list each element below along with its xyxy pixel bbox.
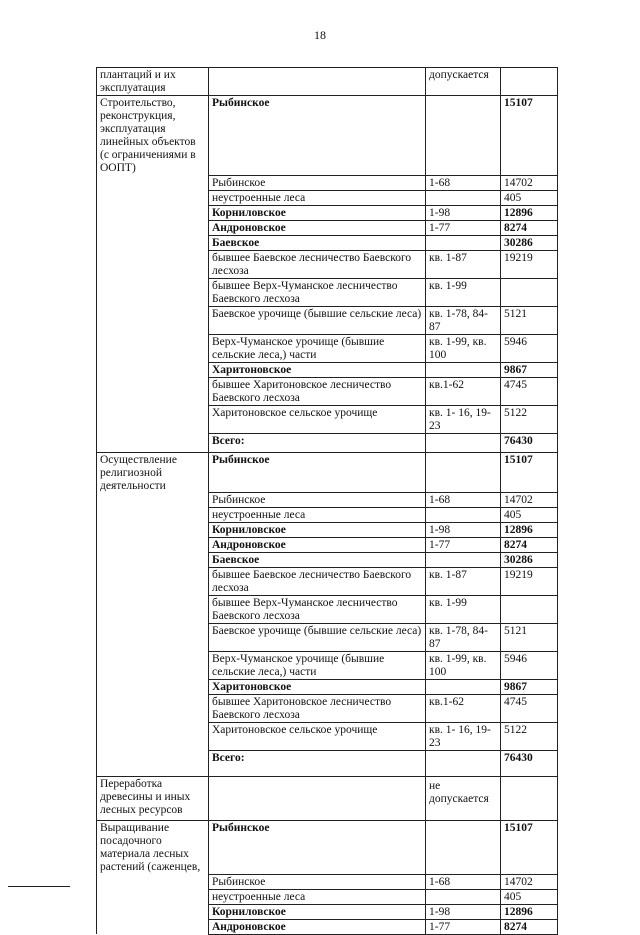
area-cell: 5122 <box>501 723 558 751</box>
area-cell: 14702 <box>501 175 558 190</box>
quarters-cell: кв.1-62 <box>426 377 501 405</box>
forestry-cell: бывшее Харитоновское лесничество Баевского лесхоза <box>209 695 426 723</box>
table-row <box>97 777 558 821</box>
table-row <box>97 508 558 523</box>
area-cell: 15107 <box>501 452 558 493</box>
area-cell: 405 <box>501 508 558 523</box>
table-row <box>97 190 558 205</box>
table-row <box>97 278 558 306</box>
forestry-cell: бывшее Верх-Чуманское лесничество Баевского лесхоза <box>209 278 426 306</box>
quarters-cell: кв. 1- 16, 19-23 <box>426 405 501 433</box>
activity-cell <box>97 874 209 889</box>
quarters-cell <box>426 96 501 176</box>
forestry-cell: бывшее Баевское лесничество Баевского лесхоза <box>209 250 426 278</box>
quarters-cell: кв. 1-87 <box>426 250 501 278</box>
quarters-cell: кв. 1-78, 84-87 <box>426 306 501 334</box>
activity-cell <box>97 405 209 433</box>
area-cell: 5946 <box>501 334 558 362</box>
page-number: 18 <box>314 28 326 42</box>
quarters-cell <box>426 235 501 250</box>
table-row <box>97 652 558 680</box>
quarters-cell <box>426 362 501 377</box>
area-cell: 14702 <box>501 493 558 508</box>
activity-cell <box>97 919 209 934</box>
activity-cell <box>97 523 209 538</box>
area-cell <box>501 596 558 624</box>
table-row <box>97 235 558 250</box>
quarters-cell: 1-77 <box>426 538 501 553</box>
table-row <box>97 538 558 553</box>
area-cell: 12896 <box>501 904 558 919</box>
quarters-cell: кв. 1-99 <box>426 596 501 624</box>
forestry-cell: Всего: <box>209 433 426 452</box>
forestry-cell: неустроенные леса <box>209 889 426 904</box>
area-cell: 30286 <box>501 553 558 568</box>
table-row <box>97 919 558 934</box>
table-row <box>97 751 558 777</box>
activity-cell <box>97 695 209 723</box>
activity-cell <box>97 553 209 568</box>
quarters-cell <box>426 751 501 777</box>
area-cell: 76430 <box>501 433 558 452</box>
quarters-cell: не допускается <box>426 777 501 821</box>
table-row <box>97 250 558 278</box>
forestry-cell: Баевское урочище (бывшие сельские леса) <box>209 624 426 652</box>
table-row <box>97 553 558 568</box>
activity-cell <box>97 306 209 334</box>
area-cell: 5946 <box>501 652 558 680</box>
table-row <box>97 680 558 695</box>
activity-cell <box>97 175 209 190</box>
forestry-cell: Рыбинское <box>209 452 426 493</box>
area-cell: 19219 <box>501 568 558 596</box>
activity-cell <box>97 723 209 751</box>
forestry-cell: Всего: <box>209 751 426 777</box>
area-cell: 15107 <box>501 821 558 875</box>
area-cell: 14702 <box>501 874 558 889</box>
footnote-separator <box>8 886 70 887</box>
area-cell <box>501 777 558 821</box>
activity-cell: Осуществление религиозной деятельности <box>97 452 209 493</box>
table-row <box>97 568 558 596</box>
activity-cell <box>97 235 209 250</box>
area-cell <box>501 68 558 96</box>
table-row <box>97 624 558 652</box>
activity-cell: плантаций и их эксплуатация <box>97 68 209 96</box>
quarters-cell: 1-98 <box>426 205 501 220</box>
area-cell <box>501 278 558 306</box>
area-cell: 8274 <box>501 919 558 934</box>
activity-cell <box>97 190 209 205</box>
table-row <box>97 220 558 235</box>
table-row <box>97 723 558 751</box>
quarters-cell: кв. 1- 16, 19-23 <box>426 723 501 751</box>
forestry-cell: бывшее Баевское лесничество Баевского лесхоза <box>209 568 426 596</box>
area-cell: 15107 <box>501 96 558 176</box>
quarters-cell: 1-77 <box>426 220 501 235</box>
forestry-cell: Харитоновское сельское урочище <box>209 723 426 751</box>
area-cell: 9867 <box>501 362 558 377</box>
table-row <box>97 695 558 723</box>
table-row <box>97 889 558 904</box>
activity-cell <box>97 433 209 452</box>
activity-cell: Переработка древесины и иных лесных ресурсов <box>97 777 209 821</box>
forestry-cell <box>209 777 426 821</box>
table-row <box>97 334 558 362</box>
table-row <box>97 493 558 508</box>
table-row <box>97 433 558 452</box>
activity-cell <box>97 493 209 508</box>
area-cell: 5122 <box>501 405 558 433</box>
table-row <box>97 523 558 538</box>
area-cell: 76430 <box>501 751 558 777</box>
forestry-cell: Рыбинское <box>209 175 426 190</box>
forestry-cell: Корниловское <box>209 904 426 919</box>
forestry-cell: неустроенные леса <box>209 508 426 523</box>
forestry-cell: Харитоновское <box>209 362 426 377</box>
quarters-cell: кв. 1-99 <box>426 278 501 306</box>
table-row <box>97 362 558 377</box>
activity-cell <box>97 377 209 405</box>
quarters-cell: кв. 1-78, 84-87 <box>426 624 501 652</box>
activity-cell <box>97 538 209 553</box>
forestry-cell: Баевское урочище (бывшие сельские леса) <box>209 306 426 334</box>
quarters-cell: 1-98 <box>426 904 501 919</box>
table-row <box>97 205 558 220</box>
quarters-cell <box>426 553 501 568</box>
forestry-cell: Корниловское <box>209 523 426 538</box>
area-cell: 12896 <box>501 523 558 538</box>
forest-use-table <box>96 67 558 935</box>
area-cell: 9867 <box>501 680 558 695</box>
quarters-cell: кв. 1-87 <box>426 568 501 596</box>
area-cell: 19219 <box>501 250 558 278</box>
table-row <box>97 96 558 176</box>
area-cell: 5121 <box>501 624 558 652</box>
activity-cell <box>97 652 209 680</box>
quarters-cell: 1-77 <box>426 919 501 934</box>
forestry-cell: Баевское <box>209 553 426 568</box>
table-row <box>97 306 558 334</box>
forestry-cell: бывшее Верх-Чуманское лесничество Баевского лесхоза <box>209 596 426 624</box>
activity-cell <box>97 568 209 596</box>
forestry-cell: Рыбинское <box>209 96 426 176</box>
forestry-cell: Рыбинское <box>209 493 426 508</box>
area-cell: 405 <box>501 889 558 904</box>
quarters-cell: кв. 1-99, кв. 100 <box>426 652 501 680</box>
activity-cell <box>97 362 209 377</box>
forestry-cell: Корниловское <box>209 205 426 220</box>
table-row <box>97 452 558 493</box>
forestry-cell: Харитоновское сельское урочище <box>209 405 426 433</box>
activity-cell <box>97 904 209 919</box>
forestry-cell: Рыбинское <box>209 874 426 889</box>
quarters-cell: 1-98 <box>426 523 501 538</box>
table-row <box>97 377 558 405</box>
quarters-cell <box>426 889 501 904</box>
forestry-cell: Андроновское <box>209 538 426 553</box>
activity-cell: Строительство, реконструкция, эксплуатация линейных объектов (с ограничениями в ООПТ) <box>97 96 209 176</box>
activity-cell <box>97 680 209 695</box>
area-cell: 8274 <box>501 538 558 553</box>
forestry-cell: бывшее Харитоновское лесничество Баевского лесхоза <box>209 377 426 405</box>
quarters-cell: кв. 1-99, кв. 100 <box>426 334 501 362</box>
forestry-cell: Рыбинское <box>209 821 426 875</box>
quarters-cell: кв.1-62 <box>426 695 501 723</box>
forestry-cell <box>209 68 426 96</box>
quarters-cell <box>426 508 501 523</box>
quarters-cell <box>426 190 501 205</box>
area-cell: 8274 <box>501 220 558 235</box>
activity-cell <box>97 278 209 306</box>
quarters-cell: 1-68 <box>426 175 501 190</box>
quarters-cell: 1-68 <box>426 874 501 889</box>
area-cell: 12896 <box>501 205 558 220</box>
forestry-cell: Верх-Чуманское урочище (бывшие сельские леса,) части <box>209 652 426 680</box>
quarters-cell <box>426 452 501 493</box>
quarters-cell <box>426 821 501 875</box>
area-cell: 30286 <box>501 235 558 250</box>
activity-cell <box>97 250 209 278</box>
activity-cell <box>97 624 209 652</box>
activity-cell <box>97 220 209 235</box>
forestry-cell: Андроновское <box>209 919 426 934</box>
activity-cell <box>97 751 209 777</box>
activity-cell <box>97 205 209 220</box>
activity-cell <box>97 508 209 523</box>
activity-cell <box>97 334 209 362</box>
forestry-cell: Андроновское <box>209 220 426 235</box>
quarters-cell: допускается <box>426 68 501 96</box>
table-row <box>97 175 558 190</box>
activity-cell <box>97 889 209 904</box>
table-body <box>97 68 558 935</box>
table-row <box>97 405 558 433</box>
area-cell: 405 <box>501 190 558 205</box>
forestry-cell: Баевское <box>209 235 426 250</box>
area-cell: 4745 <box>501 377 558 405</box>
quarters-cell <box>426 433 501 452</box>
table-row <box>97 68 558 96</box>
area-cell: 4745 <box>501 695 558 723</box>
activity-cell <box>97 596 209 624</box>
table-row <box>97 596 558 624</box>
quarters-cell <box>426 680 501 695</box>
table-row <box>97 904 558 919</box>
quarters-cell: 1-68 <box>426 493 501 508</box>
forestry-cell: Харитоновское <box>209 680 426 695</box>
activity-cell: Выращивание посадочного материала лесных растений (саженцев, <box>97 821 209 875</box>
forestry-cell: Верх-Чуманское урочище (бывшие сельские леса,) части <box>209 334 426 362</box>
table-row <box>97 821 558 875</box>
table-row <box>97 874 558 889</box>
forestry-cell: неустроенные леса <box>209 190 426 205</box>
area-cell: 5121 <box>501 306 558 334</box>
